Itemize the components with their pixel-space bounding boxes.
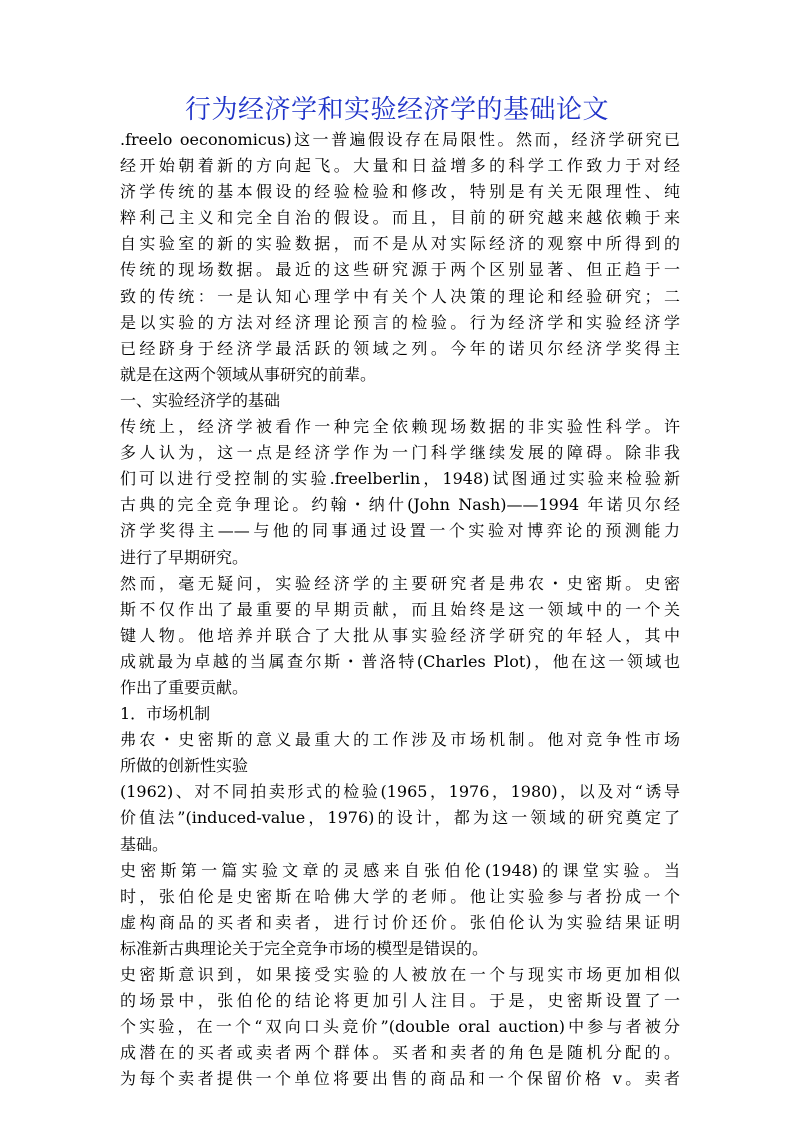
body-line: 济学传统的基本假设的经验检验和修改，特别是有关无限理性、纯: [120, 182, 680, 202]
body-line: 济学奖得主——与他的同事通过设置一个实验对博弈论的预测能力: [120, 521, 680, 541]
body-line: 基础。: [120, 834, 169, 854]
body-line: 传统上，经济学被看作一种完全依赖现场数据的非实验性科学。许: [120, 417, 680, 437]
body-line: .freelo oeconomicus)这一普遍假设存在局限性。然而，经济学研究已: [120, 130, 680, 149]
body-line: 价值法”(induced-value，1976)的设计，都为这一领域的研究奠定了: [120, 808, 680, 828]
body-line: 斯不仅作出了最重要的早期贡献，而且始终是这一领域中的一个关: [120, 599, 680, 619]
body-line: 自实验室的新的实验数据，而不是从对实际经济的观察中所得到的: [120, 234, 680, 254]
body-line: 一、实验经济学的基础: [120, 390, 281, 410]
body-line: 粹利己主义和完全自治的假设。而且，目前的研究越来越依赖于来: [120, 208, 680, 228]
body-line: 史密斯第一篇实验文章的灵感来自张伯伦(1948)的课堂实验。当: [120, 860, 680, 880]
body-line: 们可以进行受控制的实验.freelberlin，1948)试图通过实验来检验新: [120, 469, 680, 489]
body-line: 多人认为，这一点是经济学作为一门科学继续发展的障碍。除非我: [120, 443, 680, 463]
body-line: 是以实验的方法对经济理论预言的检验。行为经济学和实验经济学: [120, 312, 680, 332]
body-line: (1962)、对不同拍卖形式的检验(1965，1976，1980)，以及对“诱导: [120, 782, 680, 802]
body-line: 键人物。他培养并联合了大批从事实验经济学研究的年轻人，其中: [120, 625, 680, 645]
body-line: 1．市场机制: [120, 704, 211, 724]
body-line: 标准新古典理论关于完全竞争市场的模型是错误的。: [120, 938, 489, 958]
body-line: 致的传统：一是认知心理学中有关个人决策的理论和经验研究；二: [120, 286, 680, 306]
body-line: 个实验，在一个“双向口头竞价”(double oral auction)中参与者被分: [120, 1017, 680, 1037]
body-line: 史密斯意识到，如果接受实验的人被放在一个与现实市场更加相似: [120, 965, 680, 984]
body-line: 作出了重要贡献。: [120, 677, 249, 697]
body-line: 传统的现场数据。最近的这些研究源于两个区别显著、但正趋于一: [120, 260, 680, 280]
body-line: 已经跻身于经济学最活跃的领域之列。今年的诺贝尔经济学奖得主: [120, 338, 680, 358]
body-line: 所做的创新性实验: [120, 756, 249, 776]
body-line: 成就最为卓越的当属查尔斯・普洛特(Charles Plot)，他在这一领域也: [120, 651, 680, 671]
body-line: 经开始朝着新的方向起飞。大量和日益增多的科学工作致力于对经: [120, 156, 680, 176]
body-line: 古典的完全竞争理论。约翰・纳什(John Nash)——1994 年诺贝尔经: [120, 495, 680, 515]
body-line: 为每个卖者提供一个单位将要出售的商品和一个保留价格 v。卖者: [120, 1069, 680, 1089]
body-line: 的场景中，张伯伦的结论将更加引人注目。于是，史密斯设置了一: [120, 991, 680, 1011]
document-body: [120, 127, 680, 1092]
body-line: 就是在这两个领域从事研究的前辈。: [120, 364, 377, 384]
body-line: 然而，毫无疑问，实验经济学的主要研究者是弗农・史密斯。史密: [120, 573, 680, 593]
body-line: 成潜在的买者或卖者两个群体。买者和卖者的角色是随机分配的。: [120, 1043, 680, 1063]
body-line: 虚构商品的买者和卖者，进行讨价还价。张伯伦认为实验结果证明: [120, 912, 680, 932]
body-line: 弗农・史密斯的意义最重大的工作涉及市场机制。他对竞争性市场: [120, 730, 680, 750]
body-line: 时，张伯伦是史密斯在哈佛大学的老师。他让实验参与者扮成一个: [120, 886, 680, 906]
document-title: 行为经济学和实验经济学的基础论文: [184, 95, 609, 125]
body-line: 进行了早期研究。: [120, 547, 249, 567]
